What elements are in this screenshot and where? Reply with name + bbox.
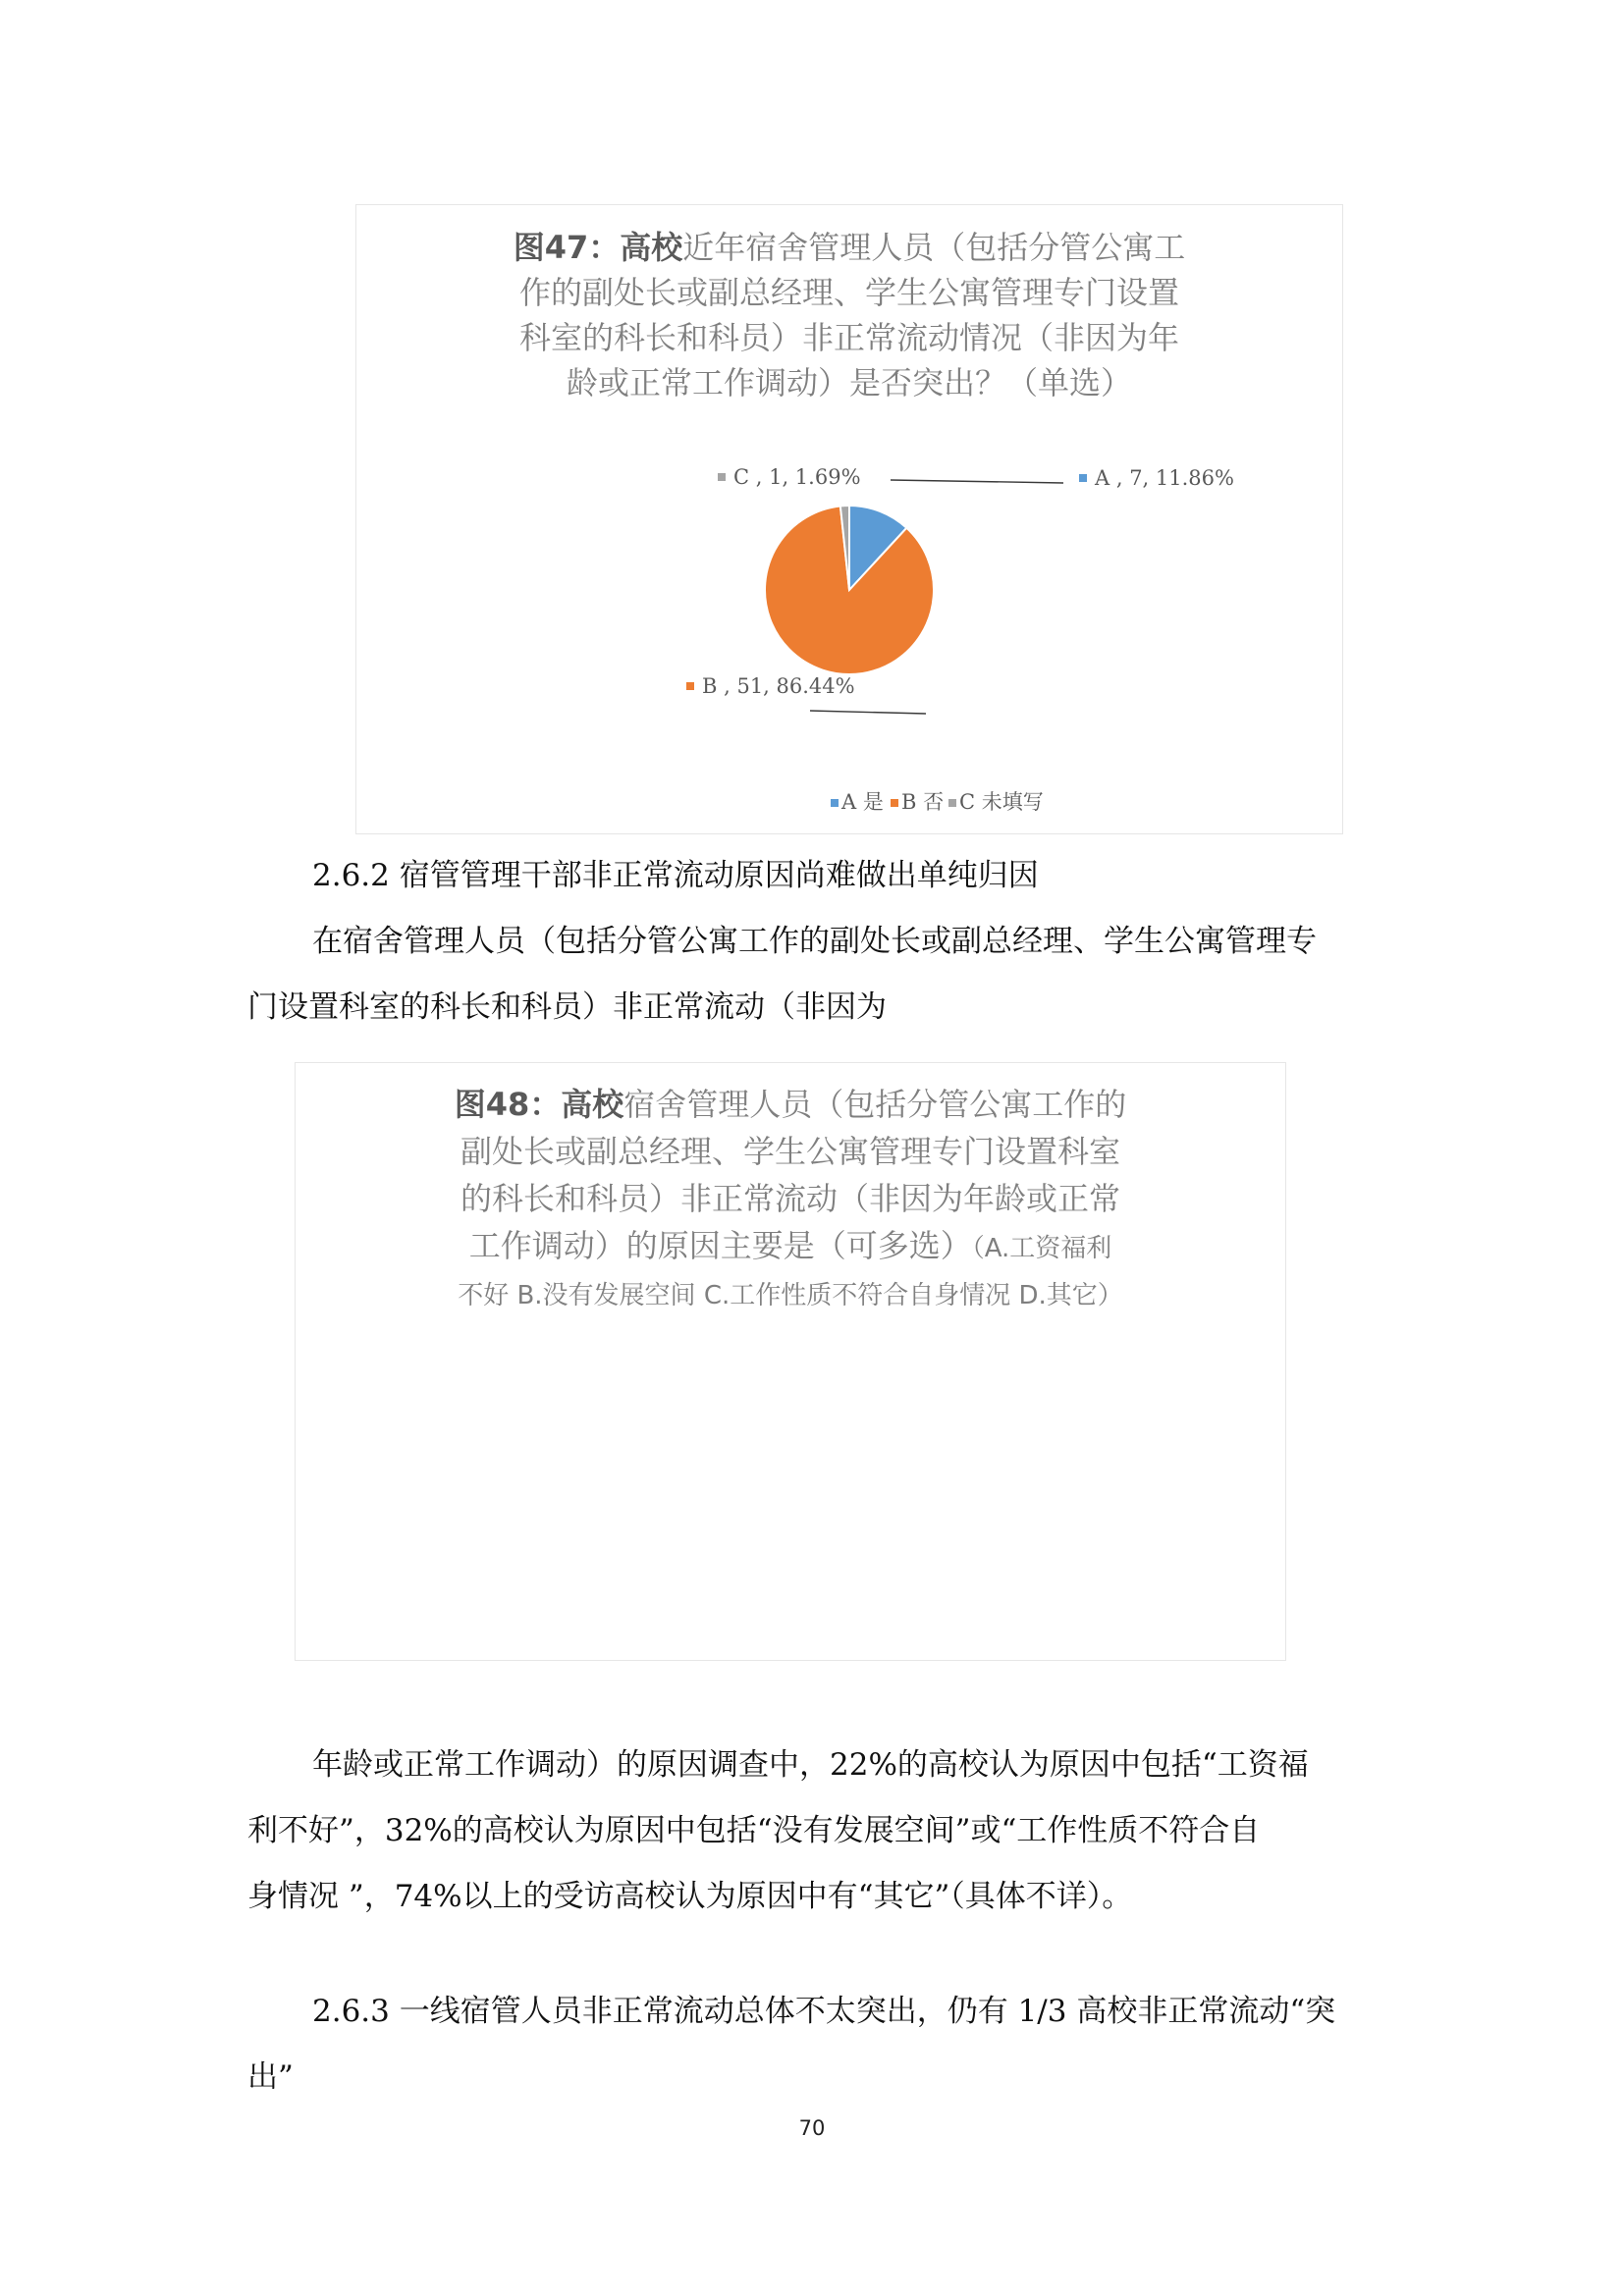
slice-label-a-marker bbox=[1079, 474, 1087, 482]
slice-label-c-marker bbox=[718, 473, 726, 481]
bar-chart-fig48 bbox=[295, 1062, 1286, 1661]
legend-marker-b bbox=[891, 799, 898, 807]
paragraph-line: 年龄或正常工作调动）的原因调查中，22%的高校认为原因中包括“工资福 bbox=[312, 1747, 1309, 1783]
chart-title-emphasis: 高校 bbox=[620, 229, 683, 266]
chart-title-line: 的科长和科员）非正常流动（非因为年龄或正常 bbox=[460, 1180, 1120, 1217]
chart-title-line: 宿舍管理人员（包括分管公寓工作的 bbox=[623, 1086, 1127, 1123]
legend-label-b: B 否 bbox=[901, 790, 945, 814]
legend-label-c: C 未填写 bbox=[959, 790, 1044, 814]
pie-chart-fig47 bbox=[355, 204, 1343, 834]
pie-plot-area bbox=[356, 205, 1342, 833]
paragraph-line: 利不好”，32%的高校认为原因中包括“没有发展空间”或“工作性质不符合自 bbox=[247, 1813, 1261, 1848]
leader-line-b bbox=[810, 711, 926, 714]
chart-title-emphasis: 高校 bbox=[561, 1086, 624, 1123]
pie-legend bbox=[831, 790, 1044, 814]
chart-title-note: 不好 B.没有发展空间 C.工作性质不符合自身情况 D.其它） bbox=[458, 1281, 1123, 1310]
chart-title-line: 科室的科长和科员）非正常流动情况（非因为年 bbox=[518, 319, 1179, 356]
chart-title-number: 图47： bbox=[513, 229, 621, 266]
chart-title-line: 龄或正常工作调动）是否突出？（单选） bbox=[566, 364, 1132, 401]
chart-title-line: 工作调动）的原因主要是（可多选） bbox=[468, 1227, 972, 1264]
section-heading-2-6-3: 2.6.3 一线宿管人员非正常流动总体不太突出，仍有 1/3 高校非正常流动“突 bbox=[312, 1994, 1336, 2029]
section-heading-2-6-3-continued: 出” bbox=[247, 2059, 294, 2095]
paragraph-line: 门设置科室的科长和科员）非正常流动（非因为 bbox=[247, 989, 887, 1025]
slice-label-b-marker bbox=[686, 682, 694, 690]
chart-title-note: （A.工资福利 bbox=[971, 1234, 1112, 1263]
chart-title-line: 近年宿舍管理人员（包括分管公寓工 bbox=[682, 229, 1186, 266]
page-number: 70 bbox=[798, 2116, 826, 2140]
slice-label-a: A , 7, 11.86% bbox=[1095, 466, 1234, 490]
chart-title-line: 作的副处长或副总经理、学生公寓管理专门设置 bbox=[518, 274, 1179, 311]
leader-line-a bbox=[891, 480, 1063, 483]
section-heading-2-6-2: 2.6.2 宿管管理干部非正常流动原因尚难做出单纯归因 bbox=[312, 858, 1039, 893]
chart-title-line: 副处长或副总经理、学生公寓管理专门设置科室 bbox=[460, 1133, 1120, 1170]
paragraph-line: 在宿舍管理人员（包括分管公寓工作的副处长或副总经理、学生公寓管理专 bbox=[312, 924, 1317, 959]
legend-marker-a bbox=[831, 799, 839, 807]
legend-label-a: A 是 bbox=[841, 790, 884, 814]
slice-label-c: C , 1, 1.69% bbox=[733, 465, 861, 489]
bar-plot-area bbox=[296, 1063, 1285, 1660]
chart-title-number: 图48： bbox=[454, 1086, 562, 1123]
paragraph-line: 身情况 ”，74%以上的受访高校认为原因中有“其它”（具体不详）。 bbox=[247, 1879, 1133, 1914]
legend-marker-c bbox=[948, 799, 956, 807]
slice-label-b: B , 51, 86.44% bbox=[702, 674, 855, 698]
